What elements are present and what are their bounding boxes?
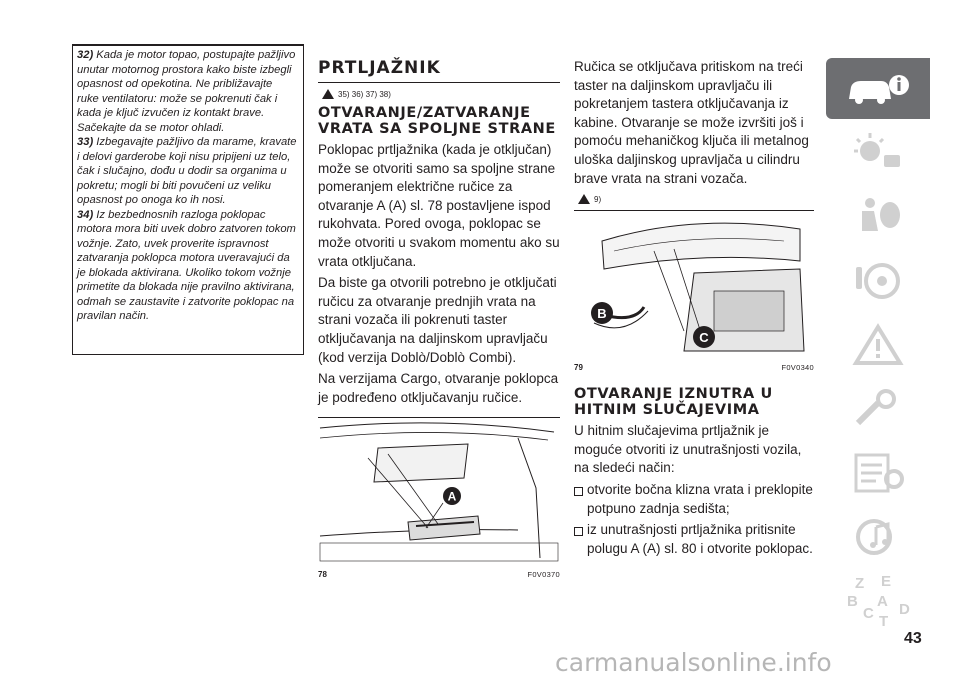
dashboard-lights-icon — [848, 131, 908, 175]
tab-index[interactable] — [826, 570, 930, 631]
figure-caption — [318, 570, 560, 579]
tab-technical-data[interactable] — [826, 442, 930, 503]
tab-warnings[interactable] — [826, 314, 930, 375]
paragraph: Na verzijama Cargo, otvaranje poklopca je podređeno otključavanju ručice. — [318, 371, 559, 405]
svg-text:E: E — [881, 573, 892, 590]
page-number: 43 — [904, 630, 922, 647]
warning-32: 32) Kada je motor topao, postupajte pažljivo unutar motornog prostora kako biste izbegli opasnost od opekotina. Ne približavajte ruke ventilatoru: može se pokrenuti čak i kada je ključ izvučen iz kontakt brave. Sačekajte da se motor ohladi. — [77, 49, 296, 134]
chapter-sidebar — [826, 58, 930, 634]
subsection-title-exterior: OTVARANJE/ZATVARANJE VRATA SA SPOLJNE STRANE — [318, 105, 556, 137]
figure-code: F0V0340 — [781, 363, 814, 373]
callout-c-label: C — [699, 330, 709, 346]
paragraph: Poklopac prtljažnika (kada je otključan) može se otvoriti samo sa spoljne strane pomeranjem električne ručice za otvaranje A (A) sl. 78 postavljene ispod rukohvata. Pored ovoga, poklopac se može otvoriti u svakom momentu ako su vrata otključana. — [318, 142, 560, 269]
right-column — [574, 58, 814, 561]
list-item: iz unutrašnjosti prtljažnika pritisnite polugu A (A) sl. 80 i otvorite poklopac. — [574, 521, 814, 561]
svg-text:T: T — [879, 612, 889, 628]
figure-number: 78 — [318, 570, 327, 580]
warning-triangle-icon — [322, 89, 334, 99]
warning-34: 34) Iz bezbednosnih razloga poklopac motora mora biti uvek dobro zatvoren tokom vožnje. Zato, uvek proverite ispravnost zatvaranja poklopca motora uveravajući da je blokada aktivirana. Ukoliko tokom vožnje primetite da blokada nije pravilno aktivirana, odmah se zaustavite i zatvorite poklopac na pravilan način. — [77, 208, 296, 322]
tab-car-info[interactable] — [826, 58, 930, 119]
warning-33: 33) Izbegavajte pažljivo da marame, kravate i delovi garderobe koji nisu pripijeni uz telo, čak i slučajno, dođu u dodir sa organima u pokretu; mogli bi biti povučeni uz veliku opasnost po onoga ko ih nosi. — [77, 136, 297, 206]
tab-dashboard[interactable] — [826, 122, 930, 183]
safety-airbag-icon — [848, 195, 908, 239]
tailgate-handle-illustration — [318, 418, 560, 563]
svg-text:D: D — [899, 600, 910, 618]
tab-steering[interactable] — [826, 250, 930, 311]
warning-refs: 35) 36) 37) 38) — [322, 89, 560, 99]
warning-triangle-icon — [578, 194, 590, 204]
figure-caption — [574, 363, 814, 372]
tab-safety[interactable] — [826, 186, 930, 247]
paragraph: Da biste ga otvorili potrebno je otključati ručicu za otvaranje prednjih vrata na strani vozača ili pokrenuti taster otključavanja na daljinskom upravljaču (kod verzija Doblò/Doblò Combi). — [318, 275, 557, 365]
tailgate-open-illustration — [574, 211, 814, 356]
body-text — [318, 141, 560, 407]
bullet-square-icon — [574, 527, 583, 536]
svg-text:A: A — [877, 592, 888, 610]
figure-79 — [574, 210, 814, 372]
svg-text:C: C — [863, 604, 874, 622]
steering-start-icon — [848, 259, 908, 303]
svg-text:B: B — [847, 592, 858, 610]
figure-78 — [318, 417, 560, 579]
multimedia-icon — [848, 515, 908, 559]
bullet-square-icon — [574, 487, 583, 496]
subsection-title-emergency: OTVARANJE IZNUTRA U HITNIM SLUČAJEVIMA — [574, 386, 773, 419]
paragraph: U hitnim slučajevima prtljažnik je moguće otvoriti iz unutrašnjosti vozila, na sledeći način: — [574, 423, 802, 476]
note-ref: 9) — [578, 194, 814, 204]
warning-lights-icon — [848, 323, 908, 367]
list-item: otvorite bočna klizna vrata i preklopite potpuno zadnja sedišta; — [574, 481, 814, 521]
tab-multimedia[interactable] — [826, 506, 930, 567]
maintenance-icon — [848, 387, 908, 431]
index-icon — [843, 574, 913, 628]
figure-number: 79 — [574, 363, 583, 373]
figure-code: F0V0370 — [527, 570, 560, 580]
car-info-icon — [843, 69, 913, 109]
callout-b-label: B — [597, 306, 607, 322]
main-column — [318, 58, 560, 579]
tab-maintenance[interactable] — [826, 378, 930, 439]
svg-text:Z: Z — [855, 574, 865, 592]
paragraph: Ručica se otključava pritiskom na treći taster na daljinskom upravljaču ili pokretanjem tastera otključavanja iz kabine. Otvaranje se može izvršiti još i pomoću mehaničkog ključa ili metalnog uloška daljinskog upravljača u cilindru brave vrata na strani vozača. — [574, 59, 809, 186]
warnings-box — [72, 44, 304, 355]
section-title: PRTLJAŽNIK — [318, 58, 560, 83]
watermark: carmanualsonline.info — [555, 648, 832, 677]
callout-a-label: A — [447, 489, 457, 504]
technical-data-icon — [848, 451, 908, 495]
